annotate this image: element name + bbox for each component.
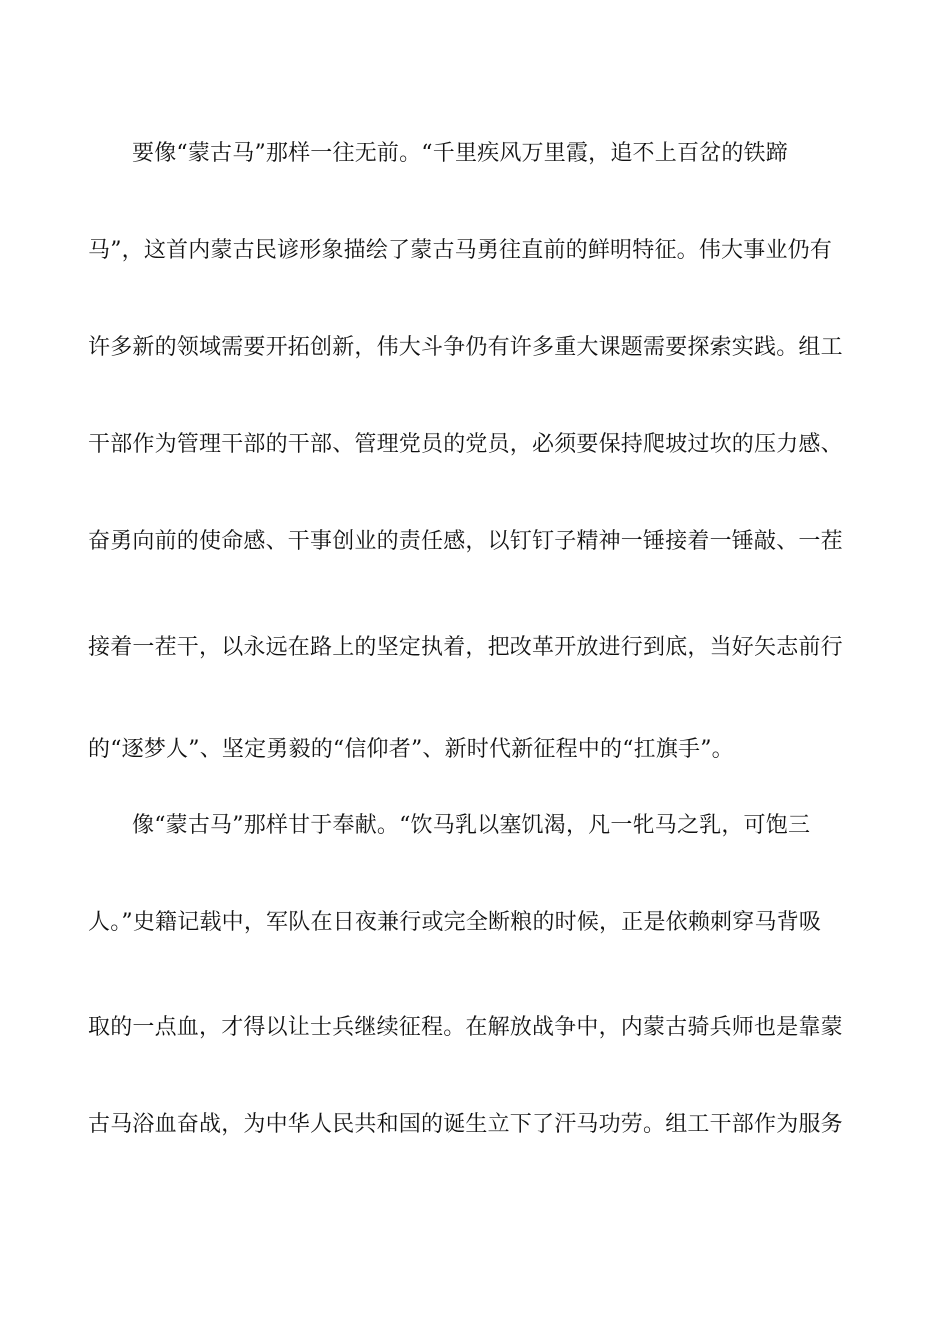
paragraph-1-line-3: 许多新的领域需要开拓创新，伟大斗争仍有许多重大课题需要探索实践。组工 bbox=[88, 335, 843, 360]
paragraph-1-line-1: 要像“蒙古马”那样一往无前。“千里疾风万里霞，追不上百岔的铁蹄 bbox=[132, 141, 788, 166]
paragraph-2-line-4: 古马浴血奋战，为中华人民共和国的诞生立下了汗马功劳。组工干部作为服务 bbox=[88, 1112, 843, 1137]
paragraph-1-line-7: 的“逐梦人”、坚定勇毅的“信仰者”、新时代新征程中的“扛旗手”。 bbox=[88, 737, 734, 762]
paragraph-1-line-5: 奋勇向前的使命感、干事创业的责任感，以钉钉子精神一锤接着一锤敲、一茬 bbox=[88, 529, 843, 554]
paragraph-1-line-2: 马”，这首内蒙古民谚形象描绘了蒙古马勇往直前的鲜明特征。伟大事业仍有 bbox=[88, 238, 833, 263]
paragraph-2-line-1: 像“蒙古马”那样甘于奉献。“饮马乳以塞饥渴，凡一牝马之乳，可饱三 bbox=[132, 813, 811, 838]
paragraph-1-line-4: 干部作为管理干部的干部、管理党员的党员，必须要保持爬坡过坎的压力感、 bbox=[88, 432, 843, 457]
paragraph-2-line-3: 取的一点血，才得以让士兵继续征程。在解放战争中，内蒙古骑兵师也是靠蒙 bbox=[88, 1015, 843, 1040]
paragraph-1-line-6: 接着一茬干，以永远在路上的坚定执着，把改革开放进行到底，当好矢志前行 bbox=[88, 635, 843, 660]
paragraph-2-line-2: 人。”史籍记载中，军队在日夜兼行或完全断粮的时候，正是依赖刺穿马背吸 bbox=[88, 910, 822, 935]
